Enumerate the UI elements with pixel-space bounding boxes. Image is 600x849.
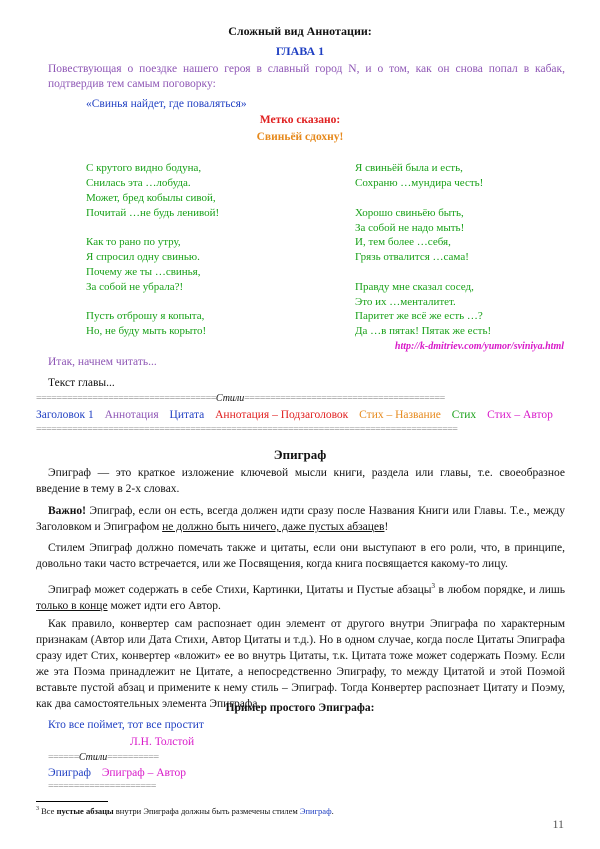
poem-line: Снилась эта …лобуда. <box>86 177 191 189</box>
chapter-title: ГЛАВА 1 <box>275 44 325 58</box>
footnote-text: Все <box>39 806 57 816</box>
important-text: Эпиграф, если он есть, всегда должен идти сразу после Названия Книги или Главы. Т.е., между Заголовком и Эпиграфом <box>36 505 565 533</box>
contents-text: Эпиграф может содержать в себе Стихи, Картинки, Цитаты и Пустые абзацы <box>48 583 432 596</box>
poem-line: Почему же ты …свинья, <box>86 266 201 278</box>
footnote-text: . <box>331 806 334 816</box>
example-styles-row <box>48 767 194 779</box>
paragraph-contents <box>36 578 565 614</box>
example-styles-divider-bottom: ===================== <box>48 781 156 792</box>
styles-divider-top <box>36 393 445 404</box>
poem-line: Пусть отброшу я копыта, <box>86 310 205 322</box>
start-reading-text: Итак, начнем читать... <box>48 356 157 368</box>
example-title: Пример простого Эпиграфа: <box>225 702 375 714</box>
annotation-subtitle-2: Свиньёй сдохну! <box>256 131 344 143</box>
poem-line: За собой не надо мыть! <box>355 222 465 234</box>
style-chip: Стих <box>451 409 477 421</box>
page-number: 11 <box>552 817 564 831</box>
styles-divider-bottom: ================================================================================== <box>36 424 458 435</box>
page-heading: Сложный вид Аннотации: <box>228 24 372 38</box>
important-label: Важно! <box>48 505 86 517</box>
style-chip: Цитата <box>169 409 205 421</box>
poem-line: Почитай …не будь ленивой! <box>86 207 220 219</box>
contents-text: в любом порядке, и лишь <box>435 583 565 596</box>
style-chip: Эпиграф <box>48 767 91 779</box>
rule-right: ======================================= <box>244 393 445 404</box>
footnote-text: внутри Эпиграфа должны быть размечены стилем <box>113 806 300 816</box>
poem-line: Это их …менталитет. <box>355 296 456 308</box>
poem-line: Хорошо свиньёю быть, <box>355 207 464 219</box>
important-end: ! <box>384 521 389 533</box>
poem-line: И, тем более …себя, <box>355 236 451 248</box>
styles-label: Стили <box>215 393 245 404</box>
style-chip: Стих – Название <box>359 409 441 421</box>
footnote <box>36 806 334 816</box>
style-chip: Заголовок 1 <box>36 409 94 421</box>
footnote-number: 3 <box>36 806 39 813</box>
rule-right: ========== <box>107 752 159 763</box>
poem-source-link[interactable]: http://k-dmitriev.com/yumor/sviniya.html <box>394 341 564 352</box>
example-author: Л.Н. Толстой <box>130 736 195 748</box>
style-chip: Аннотация – Подзаголовок <box>215 409 349 421</box>
annotation-subtitle-1: Метко сказано: <box>259 114 341 126</box>
poem-line: Да …в пятак! Пятак же есть! <box>355 325 492 337</box>
section-title: Эпиграф <box>273 447 327 462</box>
annotation-quote: «Свинья найдет, где поваляться» <box>86 98 247 110</box>
poem-line: Правду мне сказал сосед, <box>355 281 474 293</box>
contents-text: может идти его Автор. <box>107 599 221 612</box>
important-underlined: не должно быть ничего, даже пустых абзацев <box>162 521 385 533</box>
example-styles-divider-top <box>48 752 159 763</box>
styles-legend-row <box>36 409 561 421</box>
footnote-rule <box>36 801 108 802</box>
rule-left: ====== <box>48 752 79 763</box>
poem-line: Сохраню …мундира честь! <box>355 177 484 189</box>
poem-line: Как то рано по утру, <box>86 236 181 248</box>
styles-label: Стили <box>78 752 108 763</box>
footnote-style-name: Эпиграф <box>299 806 332 816</box>
poem-line: За собой не убрала?! <box>86 281 184 293</box>
paragraph-styles: Стилем Эпиграф должно помечать также и цитаты, если они выступают в его роли, что, в принципе, довольно таки часто встречается, или же Посвящения, когда книга посвящается какому-то лицу. <box>36 542 565 570</box>
paragraph-definition: Эпиграф — это краткое изложение ключевой мысли книги, раздела или главы, т.е. своеобразное введение в тему в 2-х словах. <box>36 467 565 495</box>
poem-line: Я спросил одну свинью. <box>86 251 200 263</box>
style-chip: Стих – Автор <box>487 409 553 421</box>
style-chip: Эпиграф – Автор <box>101 767 187 779</box>
footnote-bold: пустые абзацы <box>56 806 114 816</box>
rule-left: =================================== <box>36 393 216 404</box>
paragraph-important <box>36 503 565 535</box>
poem-line: Может, бред кобылы сивой, <box>86 192 216 204</box>
poem-line: С крутого видно бодуна, <box>86 162 202 174</box>
contents-underlined: только в конце <box>36 599 108 612</box>
poem-line: Паритет же всё же есть …? <box>355 310 483 322</box>
annotation-paragraph: Повествующая о поездке нашего героя в славный город N, и о том, как он снова попал в кабак, подтвердив тем самым поговорку: <box>48 63 565 90</box>
footnote-ref[interactable]: 3 <box>431 582 436 590</box>
chapter-body-text: Текст главы... <box>48 377 115 389</box>
paragraph-converter: Как правило, конвертер сам распознает один элемент от другого внутри Эпиграфа по характерным признакам (Автор или Дата Стихи, Автор Цитаты и т.д.). Но в одном случае, когда после Цитаты Эпиграфа сразу идет Стих, конвертер «вложит» ее во внутрь Цитаты, т.к. Цитата тоже может содержать Поэму. Если же эта Поэма принадлежит не Цитате, а непосредственно Эпиграфу, то между Цитатой и этой Поэмой вставьте пустой абзац и примените к нему стиль – Эпиграф. Тогда Конвертер распознает Цитату и Поэму, как два самостоятельных элемента Эпиграфа. <box>36 618 565 710</box>
style-chip: Аннотация <box>104 409 159 421</box>
poem-line: Грязь отвалится …сама! <box>355 251 469 263</box>
poem-line: Я свиньёй была и есть, <box>355 162 463 174</box>
poem-line: Но, не буду мыть корыто! <box>86 325 207 337</box>
example-quote: Кто все поймет, тот все простит <box>48 719 204 731</box>
